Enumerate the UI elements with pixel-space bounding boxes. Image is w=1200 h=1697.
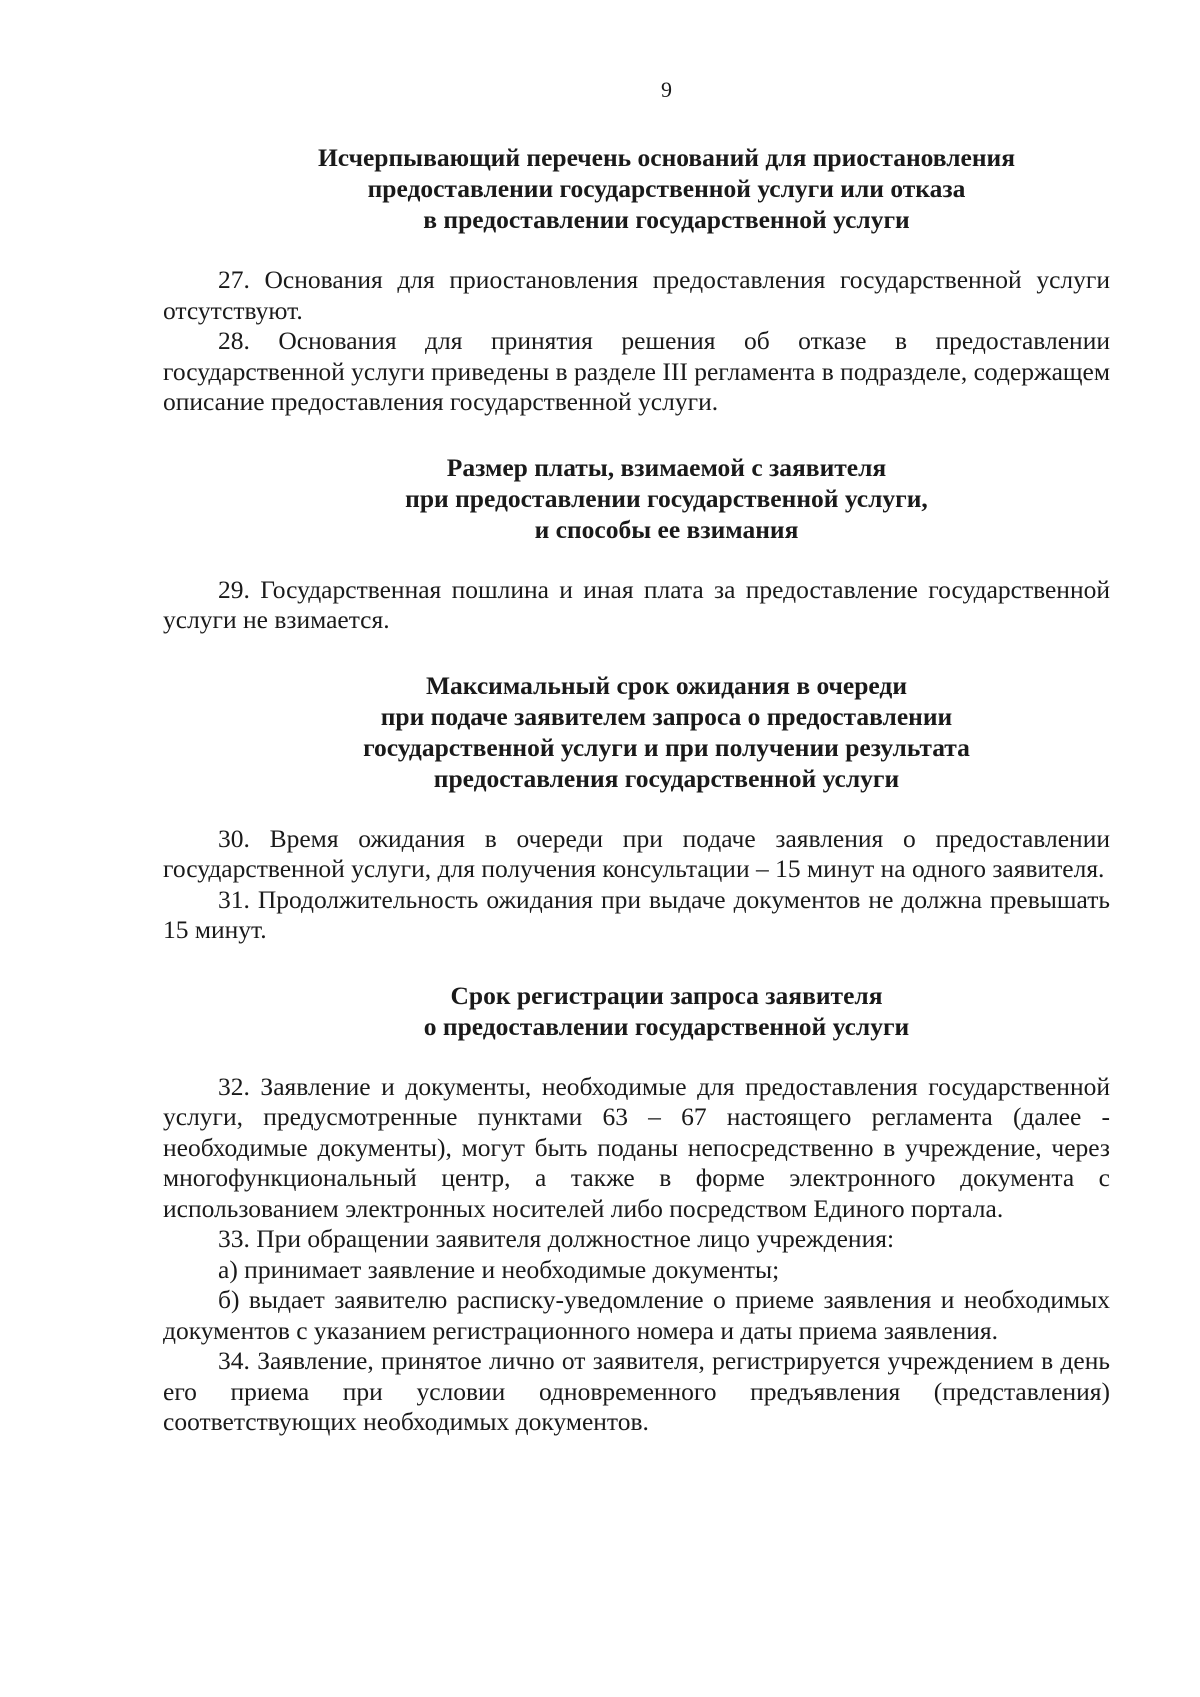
section-fee xyxy=(163,452,1110,636)
heading-line: Максимальный срок ожидания в очереди xyxy=(425,670,908,700)
heading-line: и способы ее взимания xyxy=(534,514,799,544)
heading-line: при предоставлении государственной услуги, xyxy=(405,483,928,513)
heading-line: в предоставлении государственной услуги xyxy=(423,205,910,234)
paragraph-33-a: а) принимает заявление и необходимые документы; xyxy=(218,1254,780,1284)
paragraph-33: 33. При обращении заявителя должностное лицо учреждения: xyxy=(218,1224,895,1253)
paragraph-28: 28. Основания для принятия решения об отказе в предоставлении государственной услуги приведены в разделе III регламента в подразделе, содержащем описание предоставления государственной услуги. xyxy=(163,326,1110,416)
section-suspension-grounds xyxy=(163,142,1110,418)
heading-line: при подаче заявителем запроса о предоставлении xyxy=(380,701,953,731)
section-heading xyxy=(163,142,1110,235)
heading-line: Исчерпывающий перечень оснований для приостановления xyxy=(317,143,1016,172)
heading-line: предоставления государственной услуги xyxy=(433,763,900,793)
heading-line: Срок регистрации запроса заявителя xyxy=(450,980,883,1010)
paragraph-29: 29. Государственная пошлина и иная плата за предоставление государственной услуги не взимается. xyxy=(163,574,1110,634)
heading-line: государственной услуги и при получении результата xyxy=(363,732,970,762)
heading-line: предоставлении государственной услуги или отказа xyxy=(367,174,966,203)
paragraph-30: 30. Время ожидания в очереди при подаче заявления о предоставлении государственной услуги, для получения консультации – 15 минут на одного заявителя. xyxy=(163,823,1110,883)
section-registration-term xyxy=(163,980,1110,1438)
section-heading xyxy=(163,452,1110,545)
paragraph-31: 31. Продолжительность ожидания при выдаче документов не должна превышать 15 минут. xyxy=(163,884,1110,944)
section-queue-time xyxy=(163,670,1110,946)
section-heading xyxy=(163,670,1110,794)
heading-line: о предоставлении государственной услуги xyxy=(423,1011,910,1041)
page-number: 9 xyxy=(661,77,672,102)
section-heading xyxy=(163,980,1110,1042)
heading-line: Размер платы, взимаемой с заявителя xyxy=(446,452,887,482)
paragraph-32: 32. Заявление и документы, необходимые для предоставления государственной услуги, предусмотренные пунктами 63 – 67 настоящего регламента (далее - необходимые документы), могут быть поданы непосредственно в учреждение, через многофункциональный центр, а также в форме электронного документа с использованием электронных носителей либо посредством Единого портала. xyxy=(163,1071,1110,1223)
paragraph-33-b: б) выдает заявителю расписку-уведомление о приеме заявления и необходимых документов с указанием регистрационного номера и даты приема заявления. xyxy=(163,1285,1110,1345)
paragraph-34: 34. Заявление, принятое лично от заявителя, регистрируется учреждением в день его приема при условии одновременного предъявления (представления) соответствующих необходимых документов. xyxy=(163,1346,1110,1436)
paragraph-27: 27. Основания для приостановления предоставления государственной услуги отсутствуют. xyxy=(163,265,1110,325)
